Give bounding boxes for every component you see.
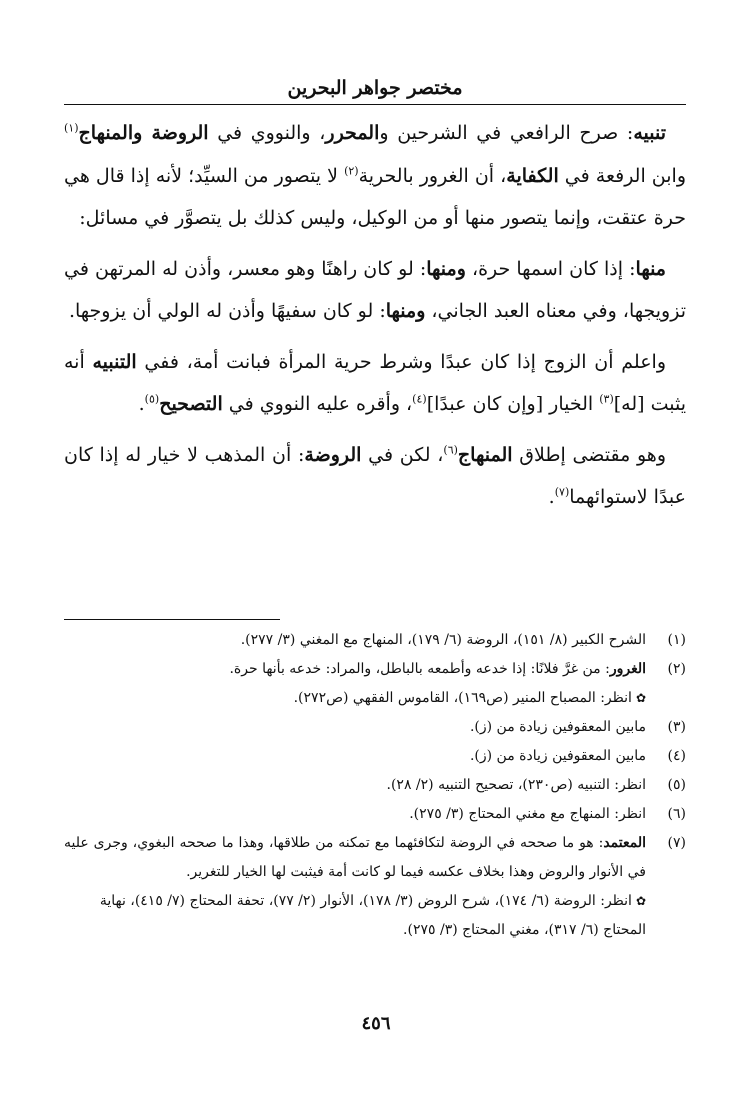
footnote-text: : من غرَّ فلانًا: إذا خدعه وأطمعه بالباطل، والمراد: خدعه بأنها حرة. [229, 661, 610, 677]
term: ومنها [385, 300, 426, 322]
term: منها [635, 257, 666, 280]
header-divider [64, 104, 686, 105]
footnote-5 [64, 771, 686, 800]
footnote-ref[interactable]: (٤) [412, 392, 427, 406]
footnote-ref[interactable]: (٦) [443, 443, 458, 457]
footnote-ref[interactable]: (٢) [344, 164, 359, 178]
paragraph-2: منها: إذا كان اسمها حرة، ومنها: لو كان راهنًا وهو معسر، وأذن له المرتهن في تزويجها، وفي معناه العبد الجاني، ومنها: لو كان سفيهًا وأذن له الولي أن يزوجها. [64, 257, 686, 322]
flower-icon: ✿ [635, 894, 646, 908]
term: تنبيه [633, 122, 667, 144]
footnote-divider [64, 619, 280, 620]
paragraph-3: واعلم أن الزوج إذا كان عبدًا وشرط حرية المرأة فبانت أمة، ففي التنبيه أنه يثبت [له]$^{(٣)}$ الخيار [وإن كان عبدًا]$^{(٤)}$، وأقره عليه النووي في التصحيح$^{(٥)}$. [64, 350, 686, 415]
term: التنبيه [92, 350, 137, 373]
term: المحرر [325, 122, 380, 144]
footnote-term: المعتمد [603, 835, 646, 851]
footnote-text: انظر: التنبيه (ص٢٣٠)، تصحيح التنبيه (٢/ ٢٨). [386, 777, 646, 793]
footnotes [64, 626, 686, 945]
term: المنهاج [457, 443, 513, 466]
footnote-number: (٤) [667, 748, 686, 764]
footnote-number: (٢) [667, 661, 686, 677]
footnote-ref[interactable]: (١) [64, 121, 79, 135]
running-header: مختصر جواهر البحرين [287, 77, 463, 99]
footnote-3 [64, 713, 686, 742]
footnote-7 [64, 829, 686, 887]
footnote-text: انظر: المنهاج مع مغني المحتاج (٣/ ٢٧٥). [409, 806, 646, 822]
footnote-number: (٧) [667, 835, 686, 851]
term: ومنها [426, 257, 466, 280]
footnote-number: (٣) [667, 719, 686, 735]
footnote-ref[interactable]: (٧) [554, 485, 570, 499]
footnote-text: الشرح الكبير (٨/ ١٥١)، الروضة (٦/ ١٧٩)، المنهاج مع المغني (٣/ ٢٧٧). [240, 632, 646, 648]
term: التصحيح [159, 393, 223, 415]
main-text [64, 112, 686, 527]
term: الكفاية [506, 164, 559, 187]
footnote-text: انظر: الروضة (٦/ ١٧٤)، شرح الروض (٣/ ١٧٨)، الأنوار (٢/ ٧٧)، تحفة المحتاج (٧/ ٤١٥)، نهاية المحتاج (٦/ ٣١٧)، مغني المحتاج (٣/ ٢٧٥). [99, 893, 646, 938]
paragraph-4: وهو مقتضى إطلاق المنهاج$^{(٦)}$، لكن في الروضة: أن المذهب لا خيار له إذا كان عبدًا لاستوائهما$^{(٧)}$. [64, 443, 686, 508]
footnote-ref[interactable]: (٥) [144, 392, 160, 406]
footnote-4 [64, 742, 686, 771]
footnote-text: انظر: المصباح المنير (ص١٦٩)، القاموس الفقهي (ص٢٧٢). [293, 690, 632, 706]
footnote-number: (١) [667, 632, 686, 648]
footnote-number: (٦) [667, 806, 686, 822]
footnote-text: مابين المعقوفين زيادة من (ز). [469, 748, 646, 764]
footnote-ref[interactable]: (٣) [599, 392, 614, 406]
footnote-number: (٥) [667, 777, 686, 793]
footnote-text: : هو ما صححه في الروضة لتكافئهما مع تمكنه من طلاقها، وهذا ما صححه البغوي، وجرى عليه في الأنوار والروض وهذا بخلاف عكسه فيما لو كانت أمة فيثبت لها الخيار للتغرير. [64, 835, 646, 880]
footnote-2 [64, 655, 686, 684]
footnote-1 [64, 626, 686, 655]
footnote-term: الغرور [609, 661, 646, 677]
paragraph-1: تنبيه: صرح الرافعي في الشرحين والمحرر، والنووي في الروضة والمنهاج$^{(١)}$ وابن الرفعة في الكفاية، أن الغرور بالحرية$^{(٢)}$ لا يتصور من السيِّد؛ لأنه إذا قال هي حرة عتقت، وإنما يتصور منها أو من الوكيل، وليس كذلك بل يتصوَّر في مسائل: [64, 121, 687, 229]
footnote-2-reference [64, 684, 686, 713]
footnote-7-reference [64, 887, 686, 945]
footnote-6 [64, 800, 686, 829]
term: الروضة والمنهاج [78, 122, 209, 144]
footnote-text: مابين المعقوفين زيادة من (ز). [469, 719, 646, 735]
page-number: ٤٥٦ [361, 1013, 391, 1034]
flower-icon: ✿ [635, 691, 646, 705]
term: الروضة [304, 443, 362, 466]
